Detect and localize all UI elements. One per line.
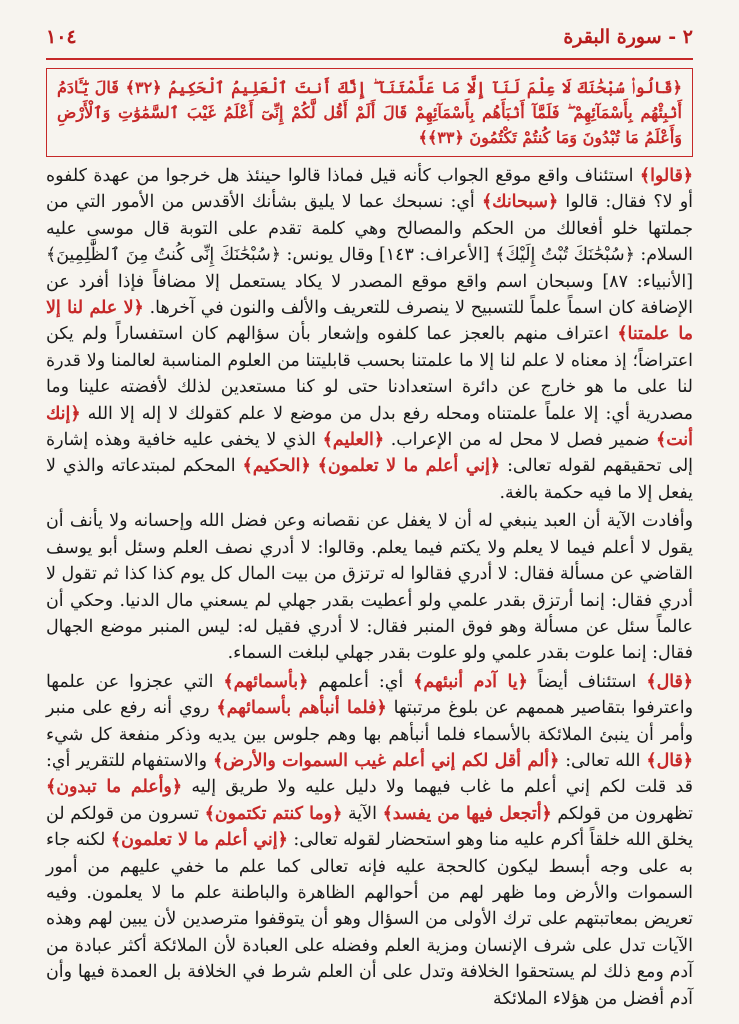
commentary-text: استئناف أيضاً [527, 671, 647, 692]
quoted-phrase: ﴿إنك أنت﴾ [46, 403, 693, 451]
quoted-phrase: ﴿وأعلم ما تبدون﴾ [46, 777, 183, 798]
quoted-phrase: ﴿إني أعلم ما لا تعلمون﴾ [317, 456, 501, 477]
commentary-text: التي عجزوا عن علمها واعترفوا بتقاصير هممهم عن بلوغ مرتبتها [46, 671, 693, 719]
commentary-text: ضمير فصل لا محل له من الإعراب. [384, 430, 657, 451]
quran-verse-box [46, 68, 693, 157]
commentary-text: تظهرون من قولكم [551, 803, 693, 824]
quoted-phrase: ﴿أتجعل فيها من يفسد﴾ [382, 803, 552, 824]
commentary-paragraph [46, 508, 693, 666]
quoted-phrase: ﴿الحكيم﴾ [242, 456, 311, 477]
quoted-phrase: ﴿وما كنتم تكتمون﴾ [204, 803, 343, 824]
commentary-text: لكنه جاء به على وجه أبسط ليكون كالحجة عليه فإنه تعالى كما علم ما خفي عليهم من أمور السموات والأرض وما ظهر لهم من أحوالهم الظاهرة والباطنة علم ما لا يعلمون. وفيه تعريض بمعاتبتهم على ترك الأولى من السؤال وهو أن يتوقفوا مترصدين لأن يبين لهم وهذه الآيات تدل على شرف الإنسان ومزية العلم وفضله على العبادة لأن الملائكة أكثر عبادة من آدم ومع ذلك لم يستحقوا الخلافة وتدل على أن العلم شرط في الخلافة بل العمدة فيها وأن آدم أفضل من هؤلاء الملائكة [46, 830, 693, 1009]
quoted-phrase: ﴿يا آدم أنبئهم﴾ [413, 671, 528, 692]
commentary-body [46, 163, 693, 1012]
commentary-text: اعتراف منهم بالعجز عما كلفوه وإشعار بأن سؤالهم كان استفساراً ولم يكن اعتراضاً؛ إذ معناه لا علم لنا إلا ما علمتنا بحسب قابليتنا من العلوم المناسبة لعالمنا ولا قدرة لنا على ما هو خارج عن دائرة استعدادنا حتى لو كنا مستعدين لذلك لأفضته علينا وما مصدرية أي: إلا علماً علمتناه ومحله رفع بدل من موضع لا علم كقولك لا إله إلا الله [46, 324, 693, 424]
commentary-text: الآية [342, 803, 383, 824]
quoted-phrase: ﴿قال﴾ [646, 750, 694, 771]
commentary-text [311, 456, 318, 476]
commentary-paragraph [46, 163, 693, 506]
commentary-text: تسرون من قولكم لن يخلق الله خلقاً أكرم عليه منا وهو استحضار لقوله تعالى: [46, 803, 693, 851]
commentary-text: الذي لا يخفى عليه خافية وهذه إشارة إلى تحقيقهم لقوله تعالى: [46, 430, 694, 477]
commentary-text: روي أنه رفع على منبر وأمر أن ينبئ الملائكة بالأسماء فلما أنبأهم بها وهم جلوس بين يديه وذكر منفعة كل شيء [46, 698, 693, 745]
commentary-text: الله تعالى: [559, 750, 647, 771]
quoted-phrase: ﴿بأسمائهم﴾ [223, 671, 309, 692]
page-header [46, 22, 693, 52]
quoted-phrase: ﴿إني أعلم ما لا تعلمون﴾ [110, 830, 288, 851]
commentary-text: وأفادت الآية أن العبد ينبغي له أن لا يغفل عن نقصانه وعن فضل الله وإحسانه ولا يأنف أن يقول لا أعلم فيما لا يعلم ولا يكتم فيما يعلم. وقالوا: لا أدري نصف العلم وسئل أبو يوسف القاضي عن مسألة فقال: لا أدري فقالوا له ترتزق من بيت المال كل يوم كذا كذا ثم تقول لا أدري فقال: إنما أرتزق بقدر علمي ولو أعطيت بقدر جهلي لم يسعني مال الدنيا. وحكي أن عالماً سئل عن مسألة وهو فوق المنبر فقال: لا أدري فقيل له: ليس المنبر موضع الجهال فقال: إنما علوت بقدر علمي ولو علوت بقدر جهلي لبلغت السماء. [46, 511, 693, 664]
page-number: ١٠٤ [46, 26, 77, 48]
quoted-phrase: ﴿لا علم لنا إلا ما علمتنا﴾ [46, 298, 693, 345]
quoted-phrase: ﴿فلما أنبأهم بأسمائهم﴾ [216, 698, 387, 719]
commentary-text: استئناف واقع موقع الجواب كأنه قيل فماذا قالوا حينئذ هل خرجوا من عهدة كلفوه أو لا؟ فقال: قالوا [46, 166, 694, 213]
quoted-phrase: ﴿قالوا﴾ [639, 166, 693, 186]
commentary-text: أي: أعلمهم [308, 671, 414, 692]
quoted-phrase: ﴿العليم﴾ [322, 430, 385, 451]
commentary-paragraph [46, 669, 693, 1012]
commentary-text: أي: نسبحك عما لا يليق بشأنك الأقدس من الأمور التي من جملتها خلو أفعالك من الحكم والمصالح وهي كلمة تقدم على التوبة قال موسى عليه السلام: ﴿سُبْحَٰنَكَ تُبْتُ إِلَيْكَ﴾ [الأعراف: ١٤٣] وقال يونس: ﴿سُبْحَٰنَكَ إِنِّى كُنتُ مِنَ ٱلظَّٰلِمِينَ﴾ [الأنبياء: ٨٧] وسبحان اسم واقع موقع المصدر لا يكاد يستعمل إلا مضافاً فإذا أفرد عن الإضافة كان اسماً علماً للتسبيح لا ينصرف للتعريف والألف والنون في آخرها. [46, 192, 694, 319]
commentary-text: والاستفهام للتقرير أي: قد قلت لكم إني أعلم ما غاب فيهما ولا دليل عليه ولا طريق إليه [46, 750, 693, 798]
surah-title: ٢ - سورة البقرة [563, 26, 693, 48]
header-divider [46, 58, 693, 60]
commentary-text: المحكم لمبتدعاته والذي لا يفعل إلا ما فيه حكمة بالغة. [46, 456, 693, 503]
quoted-phrase: ﴿قال﴾ [646, 671, 694, 692]
quran-verse-text: ﴿قَالُوا۟ سُبْحَٰنَكَ لَا عِلْمَ لَنَآ إِلَّا مَا عَلَّمْتَنَآ ۖ إِنَّكَ أَنتَ ٱلْعَلِيمُ ٱلْحَكِيمُ ﴿٣٢﴾ قَالَ يَٰٓـَٔادَمُ أَنۢبِئْهُم بِأَسْمَآئِهِمْ ۖ فَلَمَّآ أَنۢبَأَهُم بِأَسْمَآئِهِمْ قَالَ أَلَمْ أَقُل لَّكُمْ إِنِّىٓ أَعْلَمُ غَيْبَ ٱلسَّمَٰوَٰتِ وَٱلْأَرْضِ وَأَعْلَمُ مَا تُبْدُونَ وَمَا كُنتُمْ تَكْتُمُونَ ﴿٣٣﴾﴾ [57, 78, 682, 147]
quoted-phrase: ﴿ألم أقل لكم إني أعلم غيب السموات والأرض﴾ [212, 750, 560, 771]
quoted-phrase: ﴿سبحانك﴾ [481, 192, 559, 213]
